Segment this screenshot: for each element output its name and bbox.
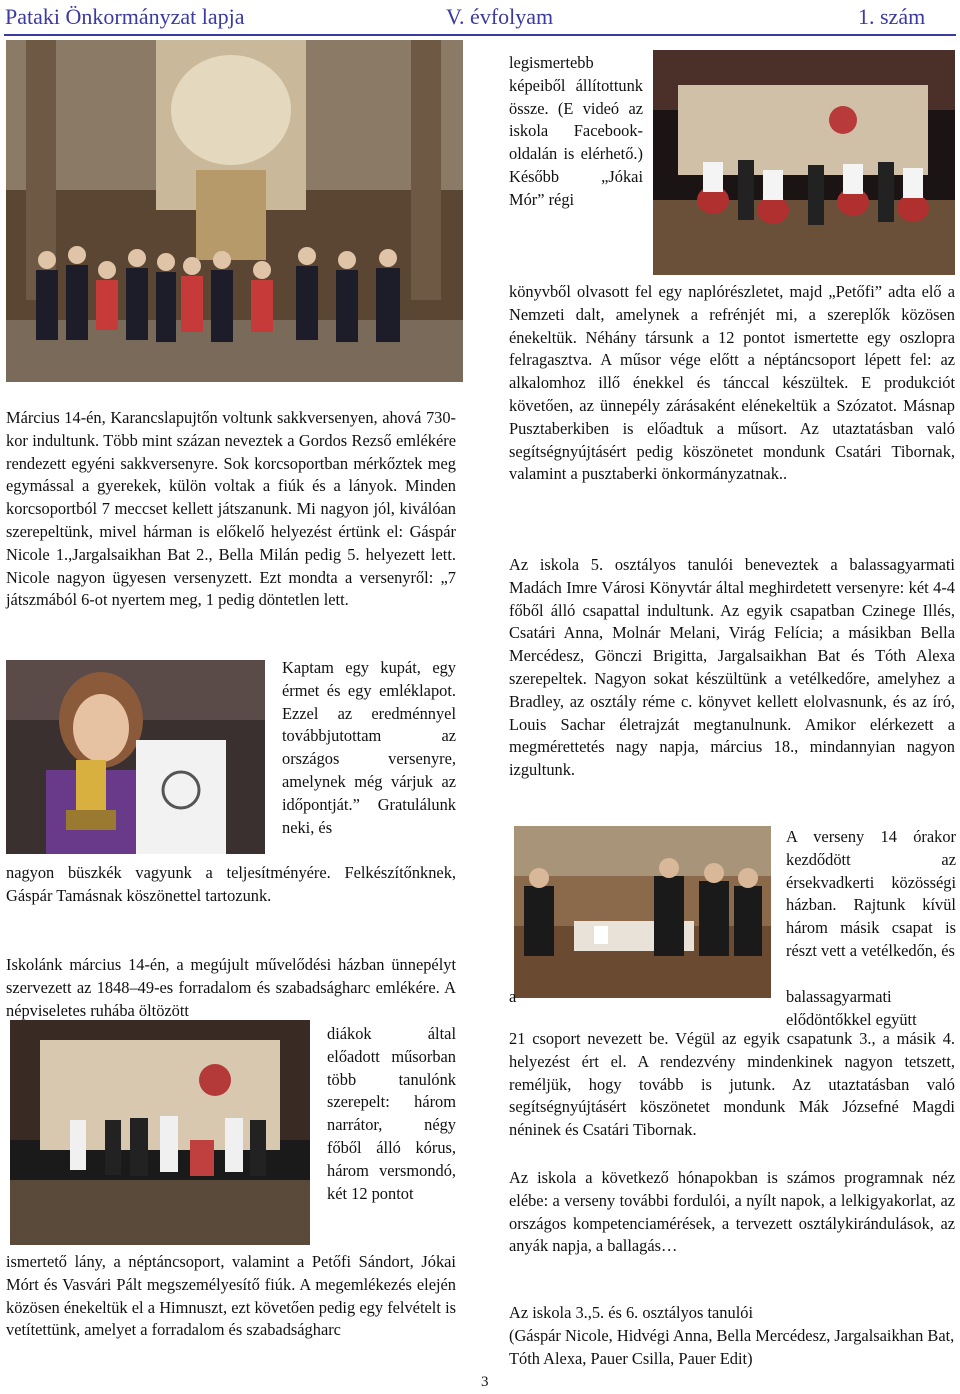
march-paragraph-2: diákok által előadott műsorban több tanulónk szerepelt: három narrátor, négy főből álló kórus, három versmondó, két 12 pontot	[327, 1024, 456, 1203]
library-paragraph-1: Az iskola 5. osztályos tanulói beneveztek a balassagyarmati Madách Imre Városi Könyvtár által meghirdetett versenyre: két 4-4 főből álló csapattal indultunk. Az egyik csapatban Czinege Illés, Csatári Anna, Molnár Melani, Virág Felícia; a másikban Bella Mercédesz, Gönczi Brigitta, Jargalsaikhan Bat és Tóth Alexa szerepeltek. Nagyon sokat készültünk a vetélkedőre, amelyhez a Bradley, az osztály réme c. könyvet kellett elolvasnunk, és az író, Louis Sachar életrajzát megtanulnunk. Amikor elérkezett a megmérettetés nagy napja, március 18., mindannyian nagyon izgultunk.	[509, 555, 955, 780]
library-word-a: a	[509, 987, 517, 1006]
march-paragraph-1: Iskolánk március 14-én, a megújult művelődési házban ünnepélyt szervezett az 1848–49-es forradalom és szabadságharc emlékére. A népviseletes ruhába öltözött	[6, 955, 456, 1020]
issue-label: 1. szám	[858, 4, 926, 29]
newspaper-title: Pataki Önkormányzat lapja	[5, 4, 245, 29]
photo-church-group	[6, 40, 463, 382]
page-header	[0, 0, 960, 34]
march-paragraph-5: könyvből olvasott fel egy naplórészletet, majd „Petőfi” adta elő a Nemzeti dalt, amelynek a refrénjét mi, a szereplők közösen énekeltük. Néhány társunk a 12 pontot ismertette egy oszlopra felragasztva. A műsor vége előtt a néptáncsoport lépett fel: az alkalomhoz illő énekkel és tánccal készültek. E produkciót követően, az ünnepély zárásaként elénekeltük a Szózatot. Másnap Pusztaberkiben is előadtuk a műsort. Az utaztatásban való segítségnyújtásért pedig köszönetet mondunk Csatári Tibornak, valamint a pusztaberki önkormányzatnak..	[509, 282, 955, 484]
march-paragraph-3: ismertető lány, a néptáncsoport, valamint a Petőfi Sándort, Jókai Mórt és Vasvári Pált megszemélyesítő fiúk. A megemlékezés elején közösen énekeltük el a Himnuszt, ezt követően pedig egy felvételt is vetítettünk, amelyet a forradalom és szabadságharc	[6, 1252, 456, 1340]
outlook-paragraph: Az iskola a következő hónapokban is számos programnak néz elébe: a verseny további fordulói, a nyílt napok, a lelkigyakorlat, az országos kompetenciamérések, a tervezett osztálykirándulások, az anyák napja, a ballagás…	[509, 1168, 955, 1256]
volume-label: V. évfolyam	[446, 4, 554, 29]
library-paragraph-2b: balassagyarmati elődöntőkkel együtt	[786, 987, 917, 1029]
photo-stage-performance	[10, 1020, 310, 1245]
march-paragraph-4: legismertebb képeiből állítottunk össze. (E videó az iskola Facebook-oldalán is elérhető.) Később „Jókai Mór” régi	[509, 53, 643, 209]
signature-line-1: Az iskola 3.,5. és 6. osztályos tanulói	[509, 1303, 754, 1322]
signature-line-2: (Gáspár Nicole, Hidvégi Anna, Bella Mercédesz, Jargalsaikhan Bat, Tóth Alexa, Pauer Csilla, Pauer Edit)	[509, 1326, 955, 1368]
header-rule	[4, 34, 956, 36]
chess-paragraph-3: nagyon büszkék vagyunk a teljesítményére. Felkészítőnknek, Gáspár Tamásnak köszönettel tartozunk.	[6, 863, 456, 905]
chess-paragraph-2: Kaptam egy kupát, egy érmet és egy emléklapot. Ezzel az eredménnyel továbbjutottam az országos versenyre, amelynek még várjuk az időpontját.” Gratulálunk neki, és	[282, 658, 456, 837]
photo-trophy-girl	[6, 660, 265, 854]
photo-folk-dance	[653, 50, 955, 275]
photo-competition-table	[514, 826, 771, 998]
library-paragraph-2: A verseny 14 órakor kezdődött az érsekvadkerti közösségi házban. Rajtunk kívül három másik csapat is részt vett a vetélkedőn, és	[786, 827, 956, 960]
chess-paragraph-1: Március 14-én, Karancslapujtőn voltunk sakkversenyen, ahová 730-kor indultunk. Több mint százan neveztek a Gordos Rezső emlékére rendezett egyéni sakkversenyre. Sok korcsoportban mérkőztek meg egymással a gyerekek, külön voltak a fiúk és a lányok. Minden korcsoportból 7 meccset kellett játszanunk. Mi nagyon jól, kiválóan szerepeltünk, mivel hárman is előkelő helyezést értünk el: Gáspár Nicole 1.,Jargalsaikhan Bat 2., Bella Milán pedig 5. helyezett lett. Nicole nagyon ügyesen versenyzett. Ezt mondta a versenyről: „7 játszmából 6-ot nyertem meg, 1 pedig döntetlen lett.	[6, 408, 456, 610]
page-number: 3	[481, 1374, 489, 1390]
library-paragraph-3: 21 csoport nevezett be. Végül az egyik csapatunk 3., a másik 4. helyezést ért el. A rendezvény mindenkinek nagyon tetszett, reméljük, hogy tovább is jutunk. Az utaztatásban való segítségnyújtásért köszönetet mondunk Mák Józsefné Magdi néninek és Csatári Tibornak.	[509, 1029, 955, 1140]
